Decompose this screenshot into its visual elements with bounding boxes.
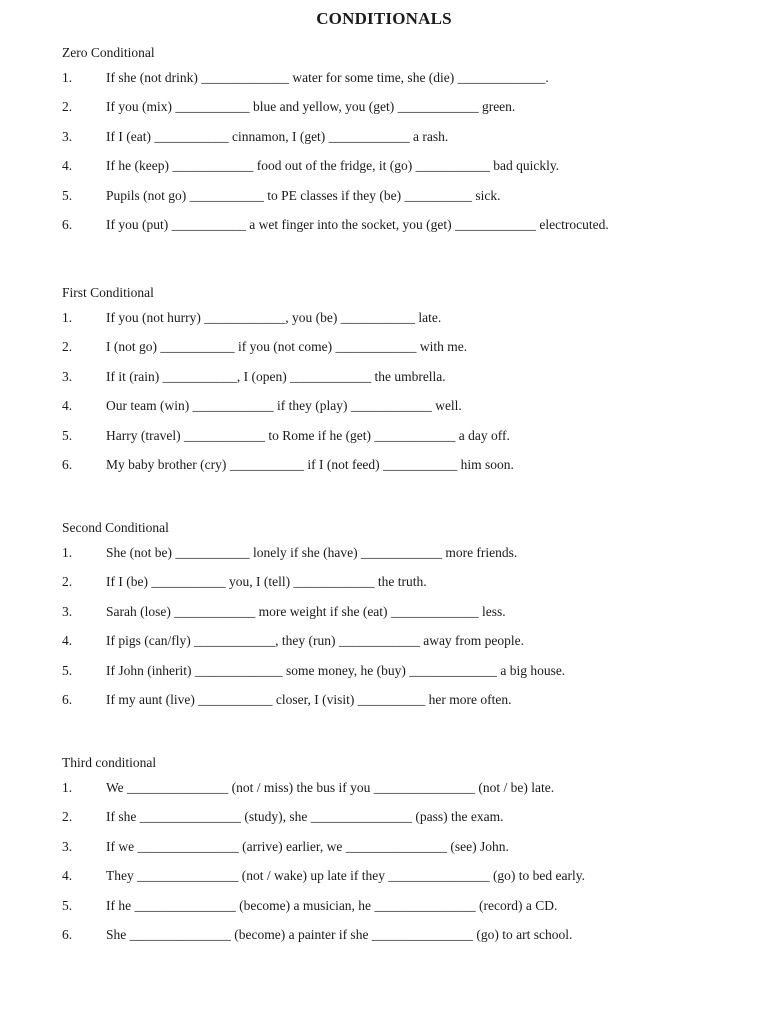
exercise-list [0,310,768,486]
page-title: CONDITIONALS [316,9,452,28]
exercise-item [0,129,768,158]
exercise-item [0,457,768,486]
item-number: 1. [62,310,73,325]
item-number: 3. [62,128,73,144]
item-text: If you (mix) ___________ blue and yellow, you (get) ____________ green. [106,99,516,115]
item-number: 1. [62,545,73,560]
exercise-item [0,927,768,956]
item-text: If it (rain) ___________, I (open) ____________ the umbrella. [106,368,446,384]
item-text: If he (keep) ____________ food out of the fridge, it (go) ___________ bad quickly. [106,158,560,174]
item-text: I (not go) ___________ if you (not come) ____________ with me. [106,339,468,355]
exercise-item [0,692,768,721]
item-number: 4. [62,158,73,174]
item-number: 5. [62,427,73,443]
item-number: 6. [62,456,73,472]
item-number: 5. [62,187,73,203]
item-number: 3. [62,603,73,619]
section-heading: Second Conditional [62,520,169,535]
item-number: 3. [62,838,73,854]
exercise-item [0,574,768,603]
exercise-item [0,158,768,187]
exercise-item [0,663,768,692]
item-text: If you (not hurry) ____________, you (be) ___________ late. [106,310,442,325]
exercise-item [0,604,768,633]
item-number: 6. [62,691,73,707]
item-text: If he _______________ (become) a musician, he _______________ (record) a CD. [106,897,558,913]
item-text: She _______________ (become) a painter if she _______________ (go) to art school. [106,926,573,942]
item-text: They _______________ (not / wake) up late if they _______________ (go) to bed early. [106,868,586,884]
exercise-item [0,898,768,927]
exercise-item [0,868,768,897]
exercise-item [0,839,768,868]
item-text: Pupils (not go) ___________ to PE classes if they (be) __________ sick. [106,187,501,203]
item-number: 2. [62,809,73,825]
section-heading: First Conditional [62,285,154,300]
exercise-item [0,398,768,427]
item-text: She (not be) ___________ lonely if she (have) ____________ more friends. [106,545,518,560]
item-text: My baby brother (cry) ___________ if I (not feed) ___________ him soon. [106,456,514,472]
item-number: 6. [62,926,73,942]
item-text: If I (be) ___________ you, I (tell) ____________ the truth. [106,574,427,590]
item-number: 4. [62,398,73,414]
exercise-item [0,809,768,838]
item-text: If I (eat) ___________ cinnamon, I (get) ____________ a rash. [106,128,449,144]
item-text: Harry (travel) ____________ to Rome if he (get) ____________ a day off. [106,427,510,443]
exercise-list [0,70,768,246]
item-number: 1. [62,70,73,85]
item-number: 3. [62,368,73,384]
item-text: We _______________ (not / miss) the bus if you _______________ (not / be) late. [106,780,555,795]
exercise-list [0,545,768,721]
item-number: 6. [62,216,73,232]
item-text: If pigs (can/fly) ____________, they (run) ____________ away from people. [106,633,525,649]
item-text: Our team (win) ____________ if they (play) ____________ well. [106,398,462,414]
exercise-item [0,428,768,457]
item-number: 2. [62,339,73,355]
item-number: 2. [62,99,73,115]
exercise-item [0,369,768,398]
exercise-item [0,780,768,809]
item-number: 5. [62,662,73,678]
exercise-item [0,188,768,217]
exercise-item [0,217,768,246]
item-number: 4. [62,633,73,649]
item-number: 1. [62,780,73,795]
item-number: 5. [62,897,73,913]
section-heading: Zero Conditional [62,45,155,60]
item-text: If John (inherit) _____________ some money, he (buy) _____________ a big house. [106,662,566,678]
item-text: If my aunt (live) ___________ closer, I (visit) __________ her more often. [106,691,512,707]
exercise-item [0,310,768,339]
item-text: Sarah (lose) ____________ more weight if she (eat) _____________ less. [106,603,506,619]
exercise-list [0,780,768,956]
item-number: 4. [62,868,73,884]
exercise-item [0,633,768,662]
exercise-item [0,70,768,99]
exercise-item [0,99,768,128]
section-heading: Third conditional [62,755,157,770]
item-number: 2. [62,574,73,590]
exercise-item [0,545,768,574]
item-text: If you (put) ___________ a wet finger into the socket, you (get) ____________ electrocuted. [106,216,609,232]
item-text: If she _______________ (study), she _______________ (pass) the exam. [106,809,504,825]
exercise-item [0,339,768,368]
item-text: If we _______________ (arrive) earlier, we _______________ (see) John. [106,838,509,854]
item-text: If she (not drink) _____________ water for some time, she (die) _____________. [106,70,549,85]
